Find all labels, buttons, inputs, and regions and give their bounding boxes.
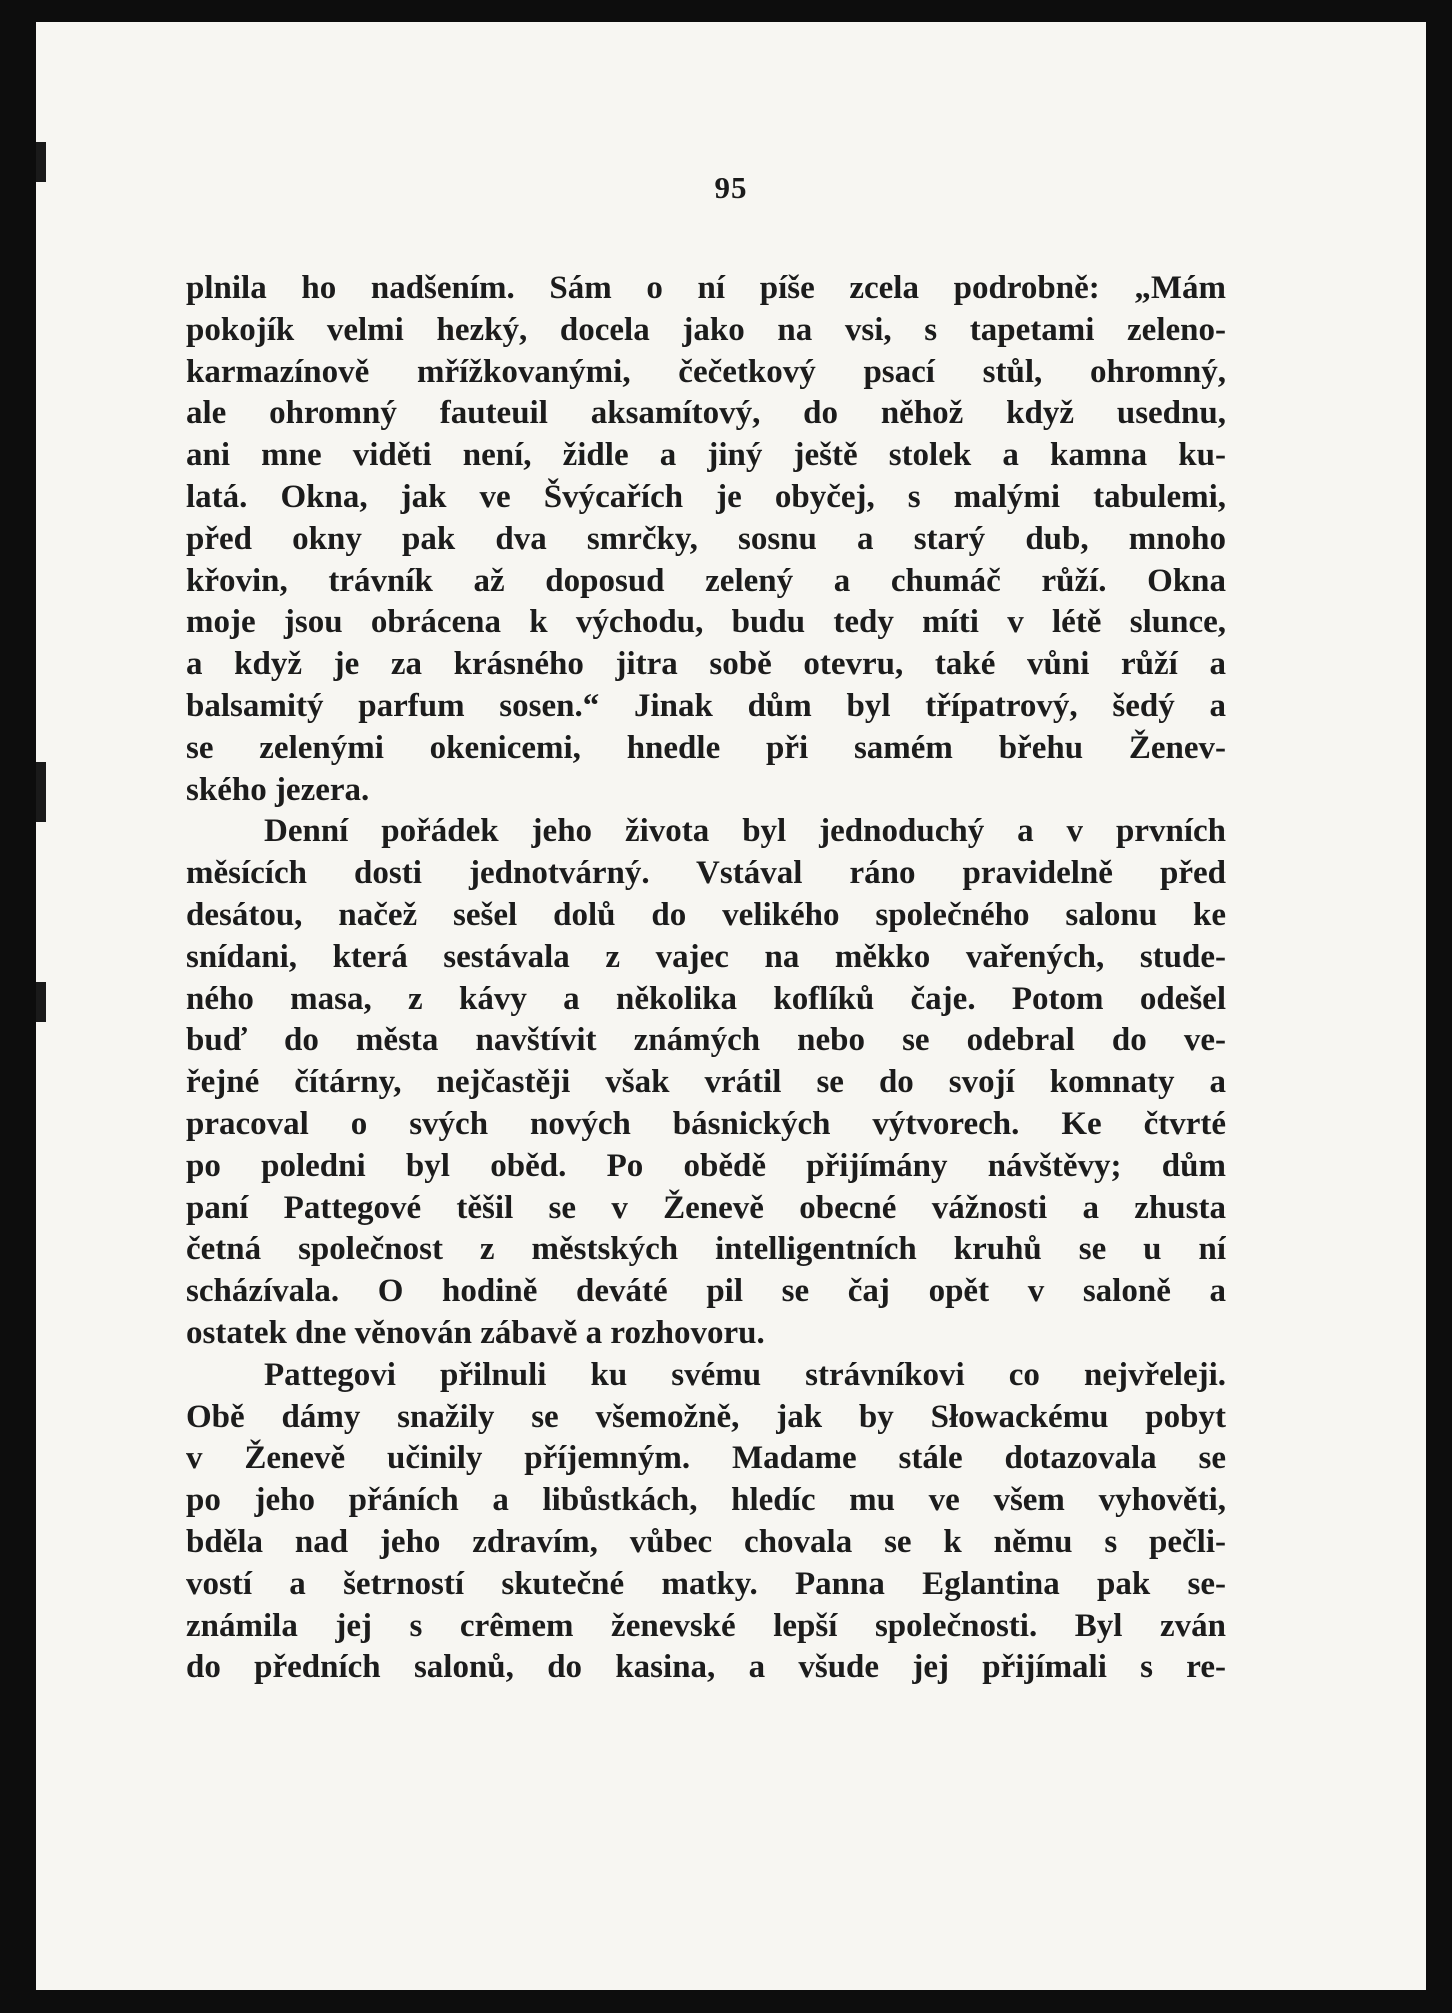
text-line: měsících dosti jednotvárný. Vstával ráno pravidelně před [186, 855, 1226, 892]
text-line: desátou, načež sešel dolů do velikého společného salonu ke [186, 896, 1226, 933]
text-line: scházívala. O hodině deváté pil se čaj opět v saloně a [186, 1273, 1226, 1310]
text-line: vostí a šetrností skutečné matky. Panna Eglantina pak se- [186, 1565, 1226, 1602]
text-line: se zelenými okenicemi, hnedle při samém břehu Ženev- [186, 729, 1226, 766]
text-line: známila jej s crêmem ženevské lepší společnosti. Byl zván [186, 1607, 1226, 1644]
text-line: řejné čítárny, nejčastěji však vrátil se do svojí komnaty a [186, 1064, 1226, 1101]
text-line: po poledni byl oběd. Po obědě přijímány návštěvy; dům [186, 1147, 1226, 1184]
text-line: snídani, která sestávala z vajec na měkko vařených, stude- [186, 938, 1226, 975]
text-line: do předních salonů, do kasina, a všude jej přijímali s re- [186, 1649, 1226, 1686]
body-text [186, 268, 1226, 1689]
text-line: latá. Okna, jak ve Švýcařích je obyčej, s malými tabulemi, [186, 478, 1226, 515]
text-line: ného masa, z kávy a několika koflíků čaje. Potom odešel [186, 980, 1226, 1017]
paragraph-end-line: ského jezera. [186, 771, 370, 808]
paragraph-start-line: Denní pořádek jeho života byl jednoduchý a v prvních [264, 813, 1226, 850]
text-line: pracoval o svých nových básnických výtvorech. Ke čtvrté [186, 1105, 1226, 1142]
text-line: před okny pak dva smrčky, sosnu a starý dub, mnoho [186, 520, 1226, 557]
text-line: karmazínově mřížkovanými, čečetkový psací stůl, ohromný, [186, 353, 1226, 390]
text-line: ani mne viděti není, židle a jiný ještě stolek a kamna ku- [186, 437, 1226, 474]
text-line: moje jsou obrácena k východu, budu tedy míti v létě slunce, [186, 604, 1226, 641]
text-line: paní Pattegové těšil se v Ženevě obecné vážnosti a zhusta [186, 1189, 1226, 1226]
binding-edge-mark [36, 762, 46, 822]
text-line: po jeho přáních a libůstkách, hledíc mu ve všem vyhověti, [186, 1482, 1226, 1519]
text-line: plnila ho nadšením. Sám o ní píše zcela podrobně: „Mám [186, 270, 1226, 306]
paragraph-end-line: ostatek dne věnován zábavě a rozhovoru. [186, 1314, 765, 1351]
paragraph-start-line: Pattegovi přilnuli ku svému strávníkovi co nejvřeleji. [264, 1356, 1226, 1393]
text-line: Obě dámy snažily se všemožně, jak by Słowackému pobyt [186, 1398, 1226, 1435]
text-line: bděla nad jeho zdravím, vůbec chovala se k němu s pečli- [186, 1523, 1226, 1560]
text-line: v Ženevě učinily příjemným. Madame stále dotazovala se [186, 1440, 1226, 1477]
book-page [36, 22, 1426, 1990]
text-line: křovin, trávník až doposud zelený a chumáč růží. Okna [186, 562, 1226, 599]
page-number: 95 [714, 170, 748, 205]
text-line: četná společnost z městských intelligentních kruhů se u ní [186, 1231, 1226, 1268]
binding-edge-mark [36, 982, 46, 1022]
text-line: balsamitý parfum sosen.“ Jinak dům byl třípatrový, šedý a [186, 687, 1226, 724]
text-line: ale ohromný fauteuil aksamítový, do něhož když usednu, [186, 395, 1226, 432]
text-line: buď do města navštívit známých nebo se odebral do ve- [186, 1022, 1226, 1059]
text-line: a když je za krásného jitra sobě otevru, také vůni růží a [186, 646, 1226, 683]
text-line: pokojík velmi hezký, docela jako na vsi, s tapetami zeleno- [186, 311, 1226, 348]
